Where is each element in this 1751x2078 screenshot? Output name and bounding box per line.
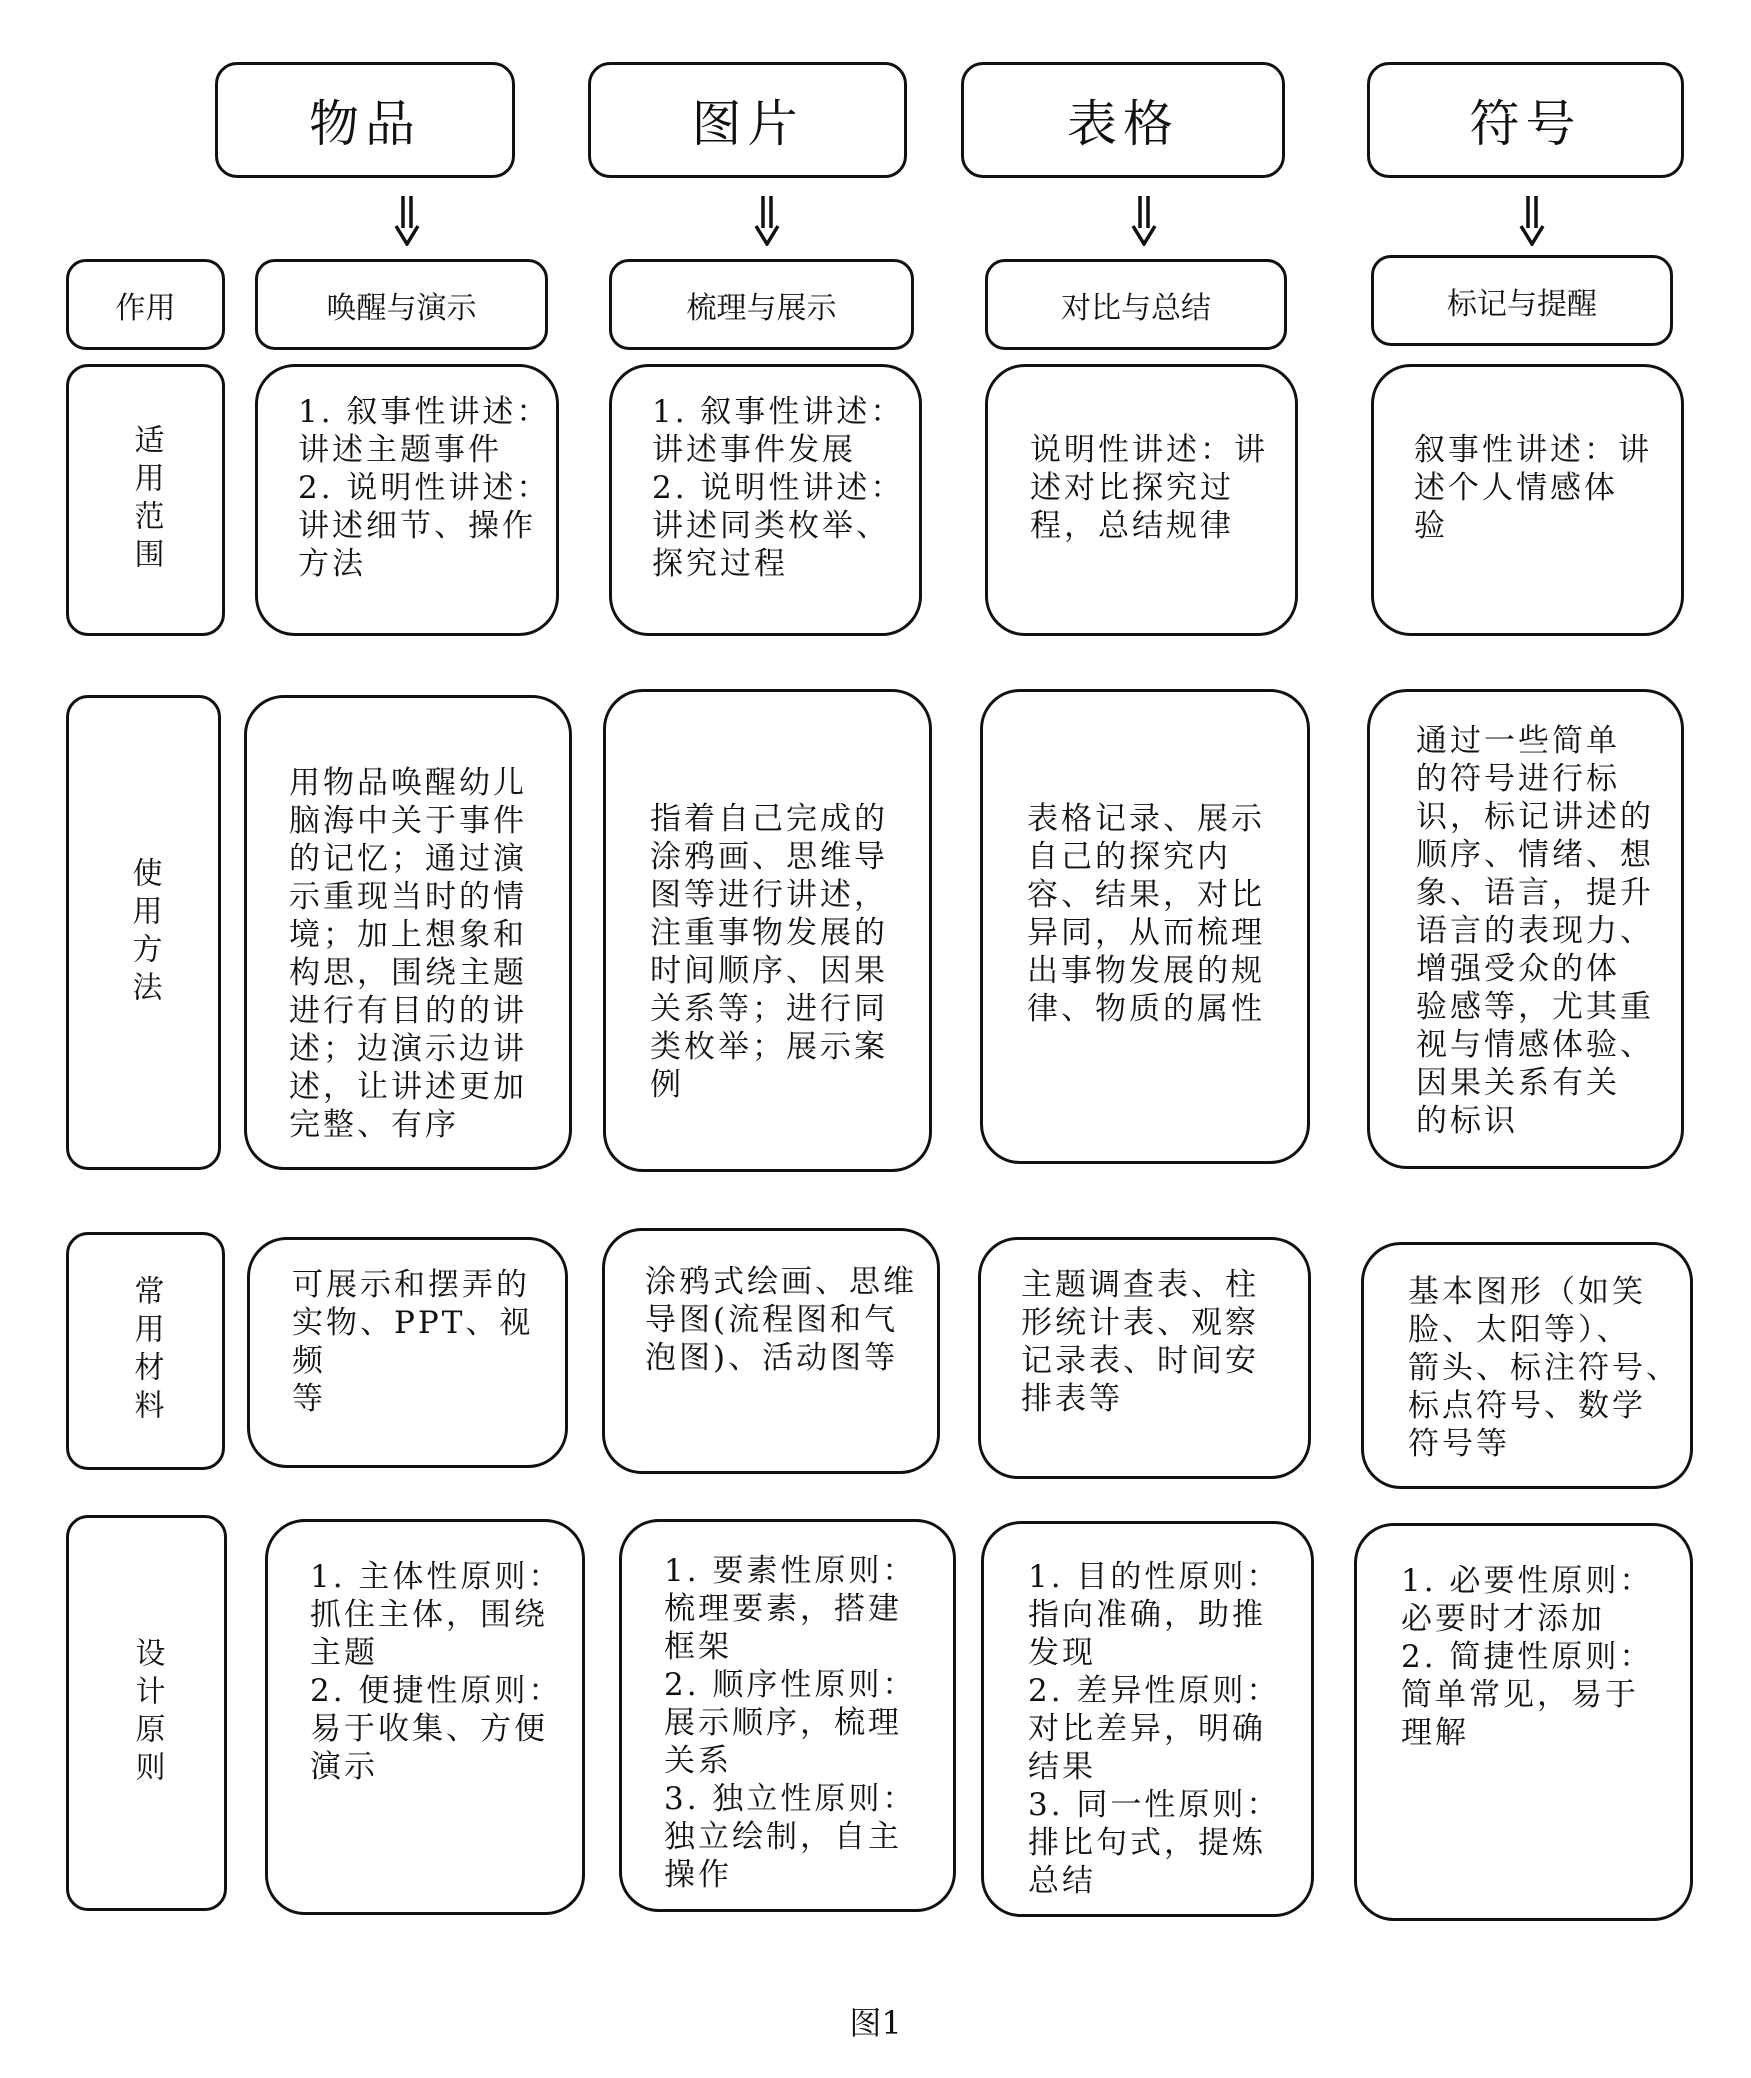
method-pictures bbox=[603, 689, 932, 1172]
principles-text: 1. 要素性原则： 梳理要素，搭建 框架 2. 顺序性原则： 展示顺序，梳理 关系 3. 独立性原则： 独立绘制，自主 操作 bbox=[664, 1553, 917, 1893]
header-tables bbox=[961, 62, 1285, 178]
method-text: 指着自己完成的 涂鸦画、思维导 图等进行讲述， 注重事物发展的 时间顺序、因果 关系等；进行同 类枚举；展示案 例 bbox=[650, 801, 888, 1103]
materials-text: 涂鸦式绘画、思维 导图(流程图和气 泡图)、活动图等 bbox=[645, 1264, 917, 1376]
role-text: 标记与提醒 bbox=[1447, 286, 1597, 322]
header-label: 物品 bbox=[309, 95, 421, 153]
principles-tables bbox=[981, 1521, 1314, 1917]
row-label-text: 使用方法 bbox=[126, 856, 162, 1009]
scope-text: 说明性讲述：讲 述对比探究过 程，总结规律 bbox=[1030, 432, 1268, 544]
row-label-method bbox=[66, 695, 221, 1170]
row-label-text: 作用 bbox=[115, 290, 176, 326]
header-label: 符号 bbox=[1469, 95, 1582, 153]
row-label-role bbox=[66, 259, 225, 350]
materials-objects bbox=[247, 1237, 568, 1468]
scope-pictures bbox=[609, 364, 922, 636]
role-pictures bbox=[609, 259, 914, 350]
row-label-scope bbox=[66, 364, 225, 636]
role-symbols bbox=[1371, 255, 1673, 346]
materials-pictures bbox=[602, 1228, 940, 1474]
scope-symbols bbox=[1371, 364, 1684, 636]
method-objects bbox=[244, 695, 572, 1170]
header-pictures bbox=[588, 62, 907, 178]
header-objects bbox=[215, 62, 515, 178]
role-text: 唤醒与演示 bbox=[326, 290, 477, 326]
down-arrow-icon bbox=[392, 196, 422, 246]
row-label-materials bbox=[66, 1232, 225, 1470]
materials-symbols bbox=[1361, 1242, 1693, 1489]
role-objects bbox=[255, 259, 548, 350]
down-arrow-icon bbox=[752, 196, 782, 246]
row-label-text: 适用范围 bbox=[128, 424, 164, 576]
down-arrow-icon bbox=[1129, 196, 1159, 246]
scope-text: 1. 叙事性讲述： 讲述主题事件 2. 说明性讲述： 讲述细节、操作 方法 bbox=[298, 394, 551, 582]
method-tables bbox=[980, 689, 1310, 1164]
role-tables bbox=[985, 259, 1287, 350]
materials-text: 主题调查表、柱 形统计表、观察 记录表、时间安 排表等 bbox=[1021, 1267, 1259, 1417]
row-label-text: 常用材料 bbox=[128, 1275, 164, 1427]
principles-pictures bbox=[619, 1519, 956, 1912]
materials-text: 可展示和摆弄的 实物、PPT、视频 等 bbox=[292, 1267, 534, 1417]
scope-objects bbox=[255, 364, 559, 636]
scope-text: 1. 叙事性讲述： 讲述事件发展 2. 说明性讲述： 讲述同类枚举、 探究过程 bbox=[652, 394, 905, 582]
principles-text: 1. 目的性原则： 指向准确，助推 发现 2. 差异性原则： 对比差异，明确 结果 3. 同一性原则： 排比句式，提炼 总结 bbox=[1028, 1559, 1281, 1899]
row-label-text: 设计原则 bbox=[129, 1637, 165, 1789]
materials-tables bbox=[978, 1237, 1311, 1479]
method-text: 用物品唤醒幼儿 脑海中关于事件 的记忆；通过演 示重现当时的情 境；加上想象和 构思，围绕主题 进行有目的的讲 述；边演示边讲 述，让讲述更加 完整、有序 bbox=[289, 765, 527, 1143]
header-label: 图片 bbox=[691, 95, 804, 153]
method-text: 通过一些简单 的符号进行标 识，标记讲述的 顺序、情绪、想 象、语言，提升 语言的表现力、 增强受众的体 验感等，尤其重 视与情感体验、 因果关系有关 的标识 bbox=[1416, 723, 1654, 1139]
principles-symbols bbox=[1354, 1523, 1693, 1921]
figure-caption: 图1 bbox=[849, 2004, 902, 2042]
down-arrow-icon bbox=[1517, 196, 1547, 246]
principles-text: 1. 主体性原则： 抓住主体，围绕 主题 2. 便捷性原则： 易于收集、方便 演示 bbox=[310, 1559, 563, 1785]
materials-text: 基本图形（如笑 脸、太阳等）、 箭头、标注符号、 标点符号、数学 符号等 bbox=[1408, 1274, 1680, 1462]
role-text: 对比与总结 bbox=[1061, 290, 1211, 326]
scope-text: 叙事性讲述：讲 述个人情感体 验 bbox=[1414, 432, 1652, 544]
method-symbols bbox=[1367, 689, 1684, 1169]
principles-text: 1. 必要性原则： 必要时才添加 2. 简捷性原则： 简单常见，易于 理解 bbox=[1401, 1563, 1654, 1751]
header-label: 表格 bbox=[1067, 95, 1179, 153]
method-text: 表格记录、展示 自己的探究内 容、结果，对比 异同，从而梳理 出事物发展的规 律、物质的属性 bbox=[1027, 801, 1265, 1027]
scope-tables bbox=[985, 364, 1298, 636]
row-label-principles bbox=[66, 1515, 227, 1911]
header-symbols bbox=[1367, 62, 1684, 178]
principles-objects bbox=[265, 1519, 585, 1915]
role-text: 梳理与展示 bbox=[686, 290, 837, 326]
